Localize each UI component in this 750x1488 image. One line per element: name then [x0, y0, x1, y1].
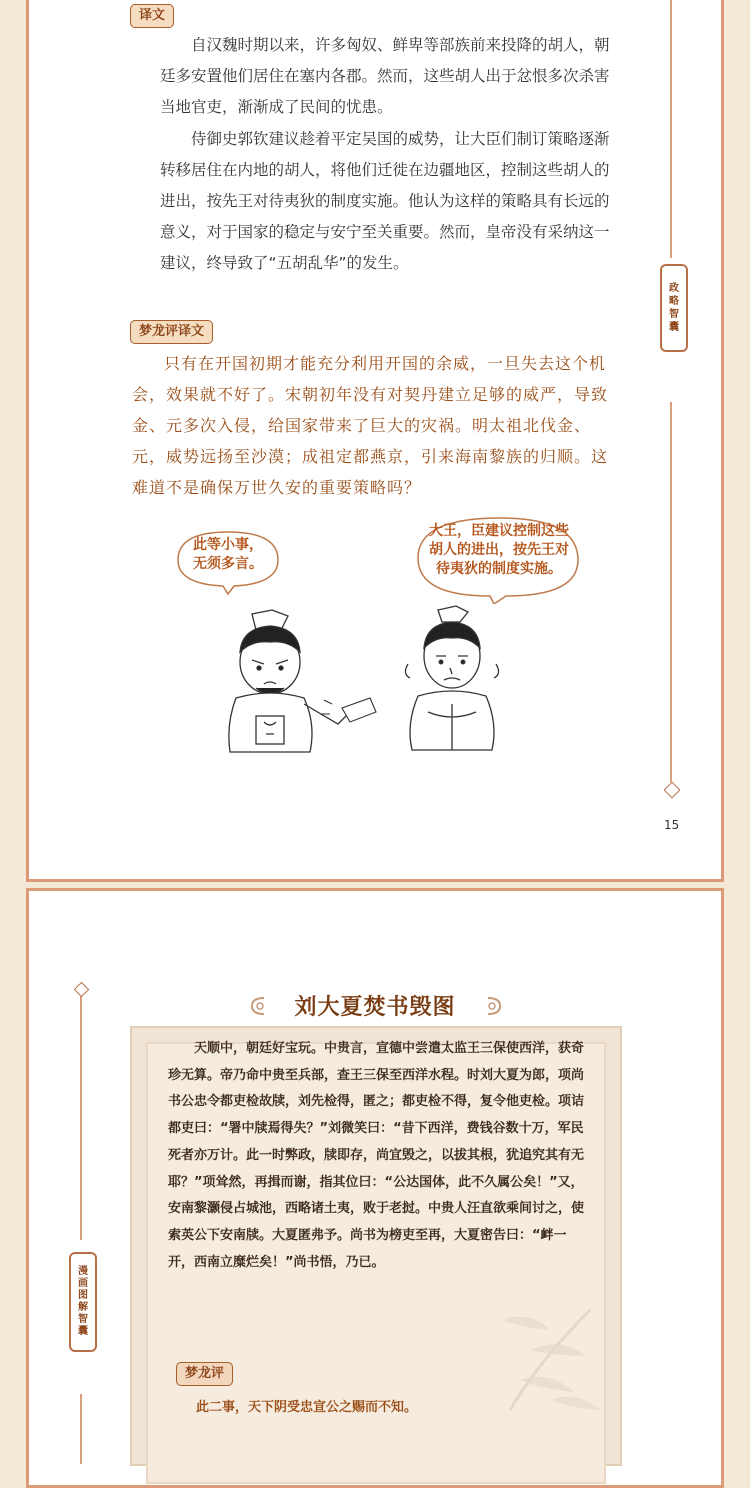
- speech-bubble-right-text: [424, 522, 574, 579]
- side-ornament-line-top: [670, 0, 672, 258]
- left-ornament-line-bottom: [80, 1394, 82, 1464]
- side-ornament-line-bottom: [670, 402, 672, 782]
- bamboo-watermark: [490, 1300, 610, 1420]
- speech-left-line-2: 无须多言。: [193, 556, 263, 572]
- minister-illustration: [398, 604, 508, 754]
- translation-paragraph-1: 自汉魏时期以来，许多匈奴、鲜卑等部族前来投降的胡人，朝廷多安置他们居住在塞内各郡。然而，这些胡人出于忿恨多次杀害当地官吏，渐渐成了民间的忧患。: [160, 36, 610, 116]
- side-label-strategy: 政略智囊: [660, 264, 688, 352]
- scroll-commentary: 此二事，天下阴受忠宣公之赐而不知。: [196, 1400, 418, 1415]
- commentary-tag: 梦龙评: [176, 1362, 233, 1386]
- translation-paragraph-2: 侍御史郭钦建议趁着平定吴国的威势，让大臣们制订策略逐渐转移居住在内地的胡人，将他们迁徙在边疆地区，控制这些胡人的进出，按先王对待夷狄的制度实施。他认为这样的策略具有长远的意义，对于国家的稳定与安宁至关重要。然而，皇帝没有采纳这一建议，终导致了“五胡乱华”的发生。: [160, 130, 610, 272]
- speech-right-line-2: 胡人的进出，按先王对: [429, 542, 569, 558]
- page-number: 15: [664, 818, 680, 832]
- speech-left-line-1: 此等小事，: [193, 537, 263, 553]
- angry-emperor-illustration: [212, 604, 392, 754]
- side-label-comic: 漫画图解智囊: [69, 1252, 97, 1352]
- commentary-translation: 只有在开国初期才能充分利用开国的余威，一旦失去这个机会，效果就不好了。宋朝初年没有对契丹建立足够的威严，导致金、元多次入侵，给国家带来了巨大的灾祸。明太祖北伐金、元，威势远扬至沙漠；成祖定都燕京，引来海南黎族的归顺。这难道不是确保万世久安的重要策略吗？: [132, 354, 609, 497]
- translation-tag: 译文: [130, 4, 174, 28]
- section-title: 刘大夏焚书毁图: [294, 995, 456, 1020]
- classical-text: 天顺中，朝廷好宝玩。中贵言，宣德中尝遣太监王三保使西洋，获奇珍无算。帝乃命中贵至兵部，查王三保至西洋水程。时刘大夏为郎，项尚书公忠令都吏检故牍，刘先检得，匿之；都吏检不得，复令他吏检。项诘都吏曰：“署中牍焉得失？”刘微笑曰：“昔下西洋，费钱谷数十万，军民死者亦万计。此一时弊政，牍即存，尚宜毁之，以拔其根，犹追究其有无耶？”项耸然，再揖而谢，指其位曰：“公达国体，此不久属公矣！”又，安南黎灏侵占城池，西略诸土夷，败于老挝。中贵人汪直欲乘间讨之，使索英公下安南牍。大夏匿弗予。尚书为榜吏至再，大夏密告曰：“衅一开，西南立糜烂矣！”尚书悟，乃已。: [168, 1041, 585, 1270]
- left-ornament-line-top: [80, 990, 82, 1240]
- title-ornament-right: [484, 996, 504, 1016]
- speech-right-line-1: 大王，臣建议控制这些: [429, 523, 569, 539]
- speech-right-line-3: 待夷狄的制度实施。: [436, 561, 562, 577]
- speech-bubble-left-text: [178, 536, 278, 574]
- commentary-translation-tag: 梦龙评译文: [130, 320, 213, 344]
